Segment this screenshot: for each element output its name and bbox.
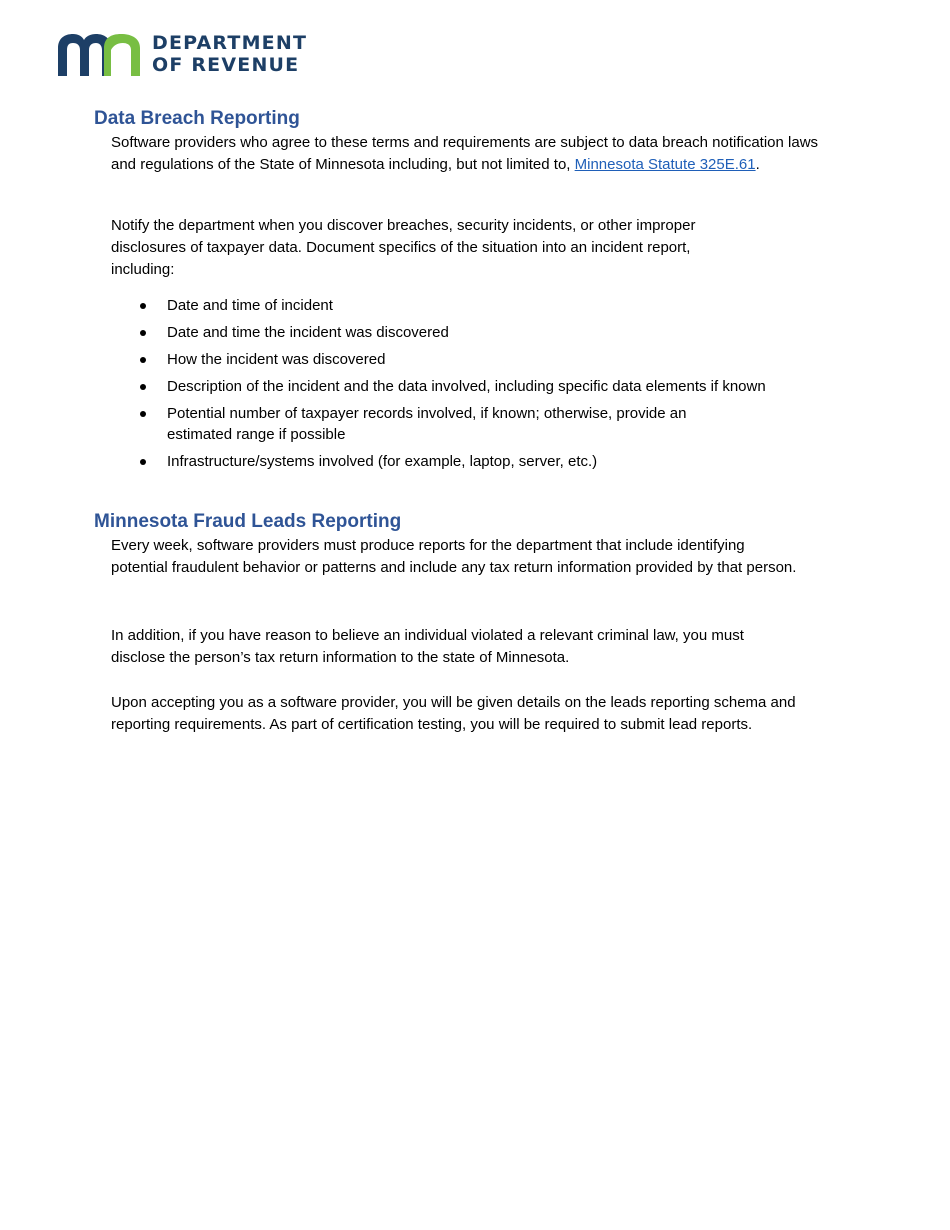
- data-breach-heading: Data Breach Reporting: [94, 108, 300, 129]
- bullet-icon: [140, 411, 146, 417]
- minnesota-statute-link[interactable]: Minnesota Statute 325E.61: [574, 156, 756, 173]
- bullet-icon: [140, 459, 146, 465]
- fraud-leads-heading: Minnesota Fraud Leads Reporting: [94, 511, 402, 532]
- bullet-icon: [140, 330, 146, 336]
- data-breach-intro-end: .: [755, 156, 760, 173]
- logo-line-of-revenue: OF REVENUE: [152, 54, 300, 76]
- bullet-icon: [140, 384, 146, 390]
- list-item-text: Infrastructure/systems involved (for example, laptop, server, etc.): [167, 453, 598, 470]
- department-of-revenue-logo: [58, 32, 308, 78]
- list-item: [111, 451, 831, 472]
- notify-department-paragraph: Notify the department when you discover breaches, security incidents, or other improper disclosures of taxpayer data. Document specifics of the situation into an incident report, including:: [111, 217, 696, 278]
- data-breach-intro-text: Software providers who agree to these terms and requirements are subject to data breach notification laws and regulations of the State of Minnesota including, but not limited to,: [111, 134, 819, 173]
- list-item-text: Date and time the incident was discovered: [167, 324, 449, 341]
- data-breach-intro-paragraph: [111, 132, 836, 176]
- bullet-icon: [140, 303, 146, 309]
- list-item: [111, 322, 831, 343]
- incident-report-list: [111, 295, 831, 478]
- leads-schema-paragraph: Upon accepting you as a software provider, you will be given details on the leads reporting schema and reporting requirements. As part of certification testing, you will be required to submit lead reports.: [111, 694, 796, 733]
- list-item-text: Potential number of taxpayer records involved, if known; otherwise, provide an estimated range if possible: [167, 405, 687, 443]
- bullet-icon: [140, 357, 146, 363]
- weekly-reports-paragraph: Every week, software providers must produce reports for the department that include identifying potential fraudulent behavior or patterns and include any tax return information provided by that person.: [111, 537, 797, 576]
- list-item: [111, 295, 831, 316]
- list-item: [111, 403, 831, 445]
- logo-text: [152, 32, 307, 76]
- list-item-text: Description of the incident and the data involved, including specific data elements if known: [167, 378, 766, 395]
- list-item-text: Date and time of incident: [167, 297, 333, 314]
- logo-line-department: DEPARTMENT: [152, 32, 308, 54]
- mn-logo-icon: [58, 34, 142, 76]
- list-item: [111, 349, 831, 370]
- list-item: [111, 376, 831, 397]
- list-item-text: How the incident was discovered: [167, 351, 386, 368]
- criminal-law-paragraph: In addition, if you have reason to believe an individual violated a relevant criminal law, you must disclose the person’s tax return information to the state of Minnesota.: [111, 627, 744, 666]
